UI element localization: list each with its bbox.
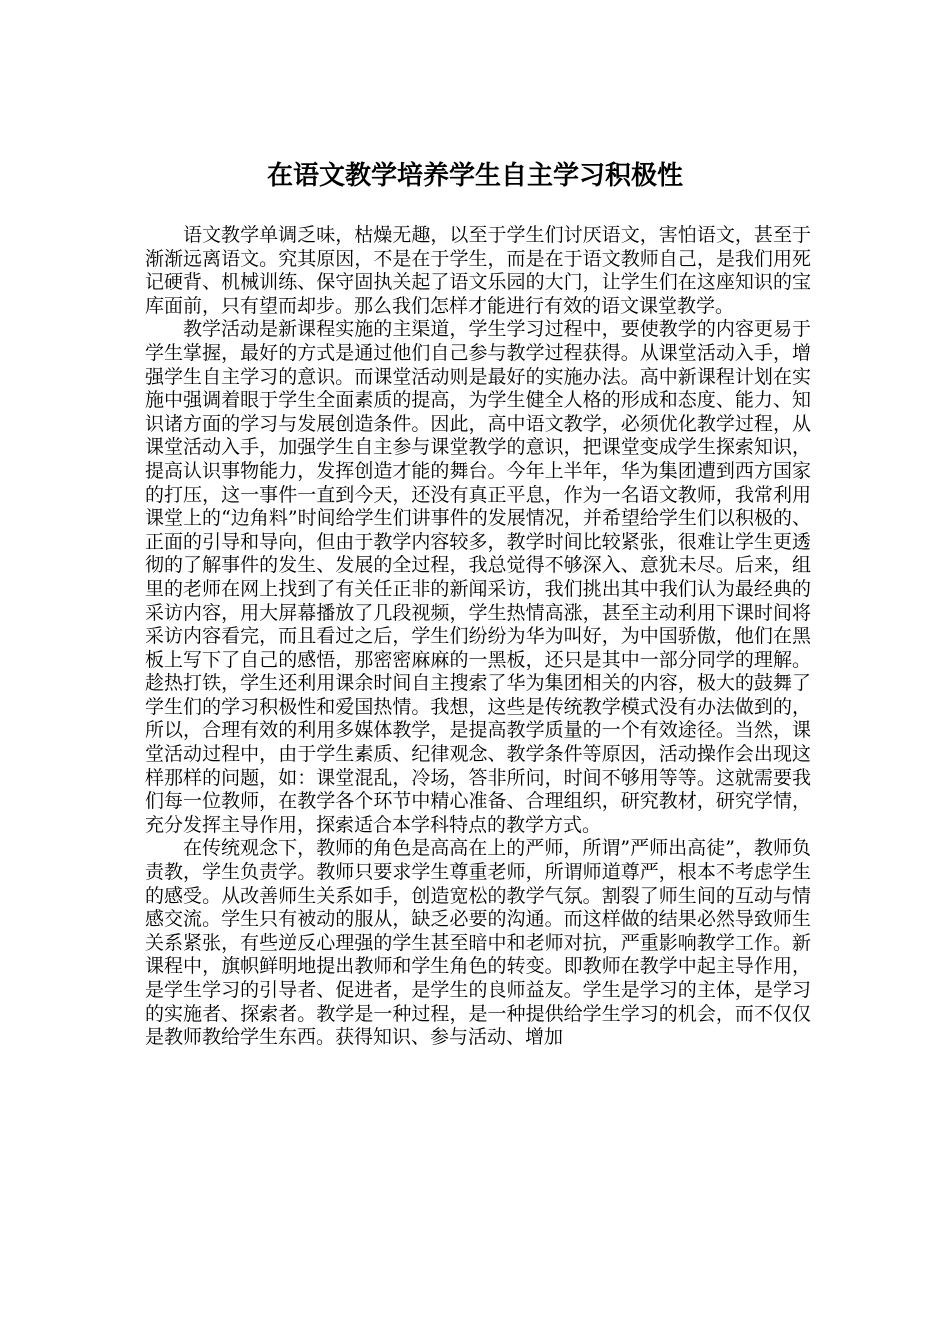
document-body <box>145 224 811 1050</box>
paragraph: 教学活动是新课程实施的主渠道，学生学习过程中，要使教学的内容更易于学生掌握，最好的方式是通过他们自己参与教学过程获得。从课堂活动入手，增强学生自主学习的意识。而课堂活动则是最好的实施办法。高中新课程计划在实施中强调着眼于学生全面素质的提高，为学生健全人格的形成和态度、能力、知识诸方面的学习与发展创造条件。因此，高中语文教学，必须优化教学过程，从课堂活动入手，加强学生自主参与课堂教学的意识，把课堂变成学生探索知识，提高认识事物能力，发挥创造才能的舞台。今年上半年，华为集团遭到西方国家的打压，这一事件一直到今天，还没有真正平息，作为一名语文教师，我常利用课堂上的“边角料”时间给学生们讲事件的发展情况，并希望给学生们以积极的、正面的引导和导向，但由于教学内容较多，教学时间比较紧张，很难让学生更透彻的了解事件的发生、发展的全过程，我总觉得不够深入、意犹未尽。后来，组里的老师在网上找到了有关任正非的新闻采访，我们挑出其中我们认为最经典的采访内容，用大屏幕播放了几段视频，学生热情高涨，甚至主动利用下课时间将采访内容看完，而且看过之后，学生们纷纷为华为叫好，为中国骄傲，他们在黑板上写下了自己的感悟，那密密麻麻的一黑板，还只是其中一部分同学的理解。趁热打铁，学生还利用课余时间自主搜索了华为集团相关的内容，极大的鼓舞了学生们的学习积极性和爱国热情。我想，这些是传统教学模式没有办法做到的，所以，合理有效的利用多媒体教学，是提高教学质量的一个有效途径。当然，课堂活动过程中，由于学生素质、纪律观念、教学条件等原因，活动操作会出现这样那样的问题，如：课堂混乱，冷场，答非所问，时间不够用等等。这就需要我们每一位教师，在教学各个环节中精心准备、合理组织，研究教材，研究学情，充分发挥主导作用，探索适合本学科特点的教学方式。 <box>145 318 811 836</box>
paragraph: 在传统观念下，教师的角色是高高在上的严师，所谓”严师出高徒”，教师负责教，学生负责学。教师只要求学生尊重老师，所谓师道尊严，根本不考虑学生的感受。从改善师生关系如手，创造宽松的教学气氛。割裂了师生间的互动与情感交流。学生只有被动的服从，缺乏必要的沟通。而这样做的结果必然导致师生关系紧张，有些逆反心理强的学生甚至暗中和老师对抗，严重影响教学工作。新课程中，旗帜鲜明地提出教师和学生角色的转变。即教师在教学中起主导作用，是学生学习的引导者、促进者，是学生的良师益友。学生是学习的主体，是学习的实施者、探索者。教学是一种过程，是一种提供给学生学习的机会，而不仅仅是教师教给学生东西。获得知识、参与活动、增加 <box>145 837 811 1049</box>
paragraph: 语文教学单调乏味，枯燥无趣，以至于学生们讨厌语文，害怕语文，甚至于渐渐远离语文。究其原因，不是在于学生，而是在于语文教师自己，是我们用死记硬背、机械训练、保守固执关起了语文乐园的大门，让学生们在这座知识的宝库面前，只有望而却步。那么我们怎样才能进行有效的语文课堂教学。 <box>145 224 811 317</box>
document-title: 在语文教学培养学生自主学习积极性 <box>266 161 683 191</box>
